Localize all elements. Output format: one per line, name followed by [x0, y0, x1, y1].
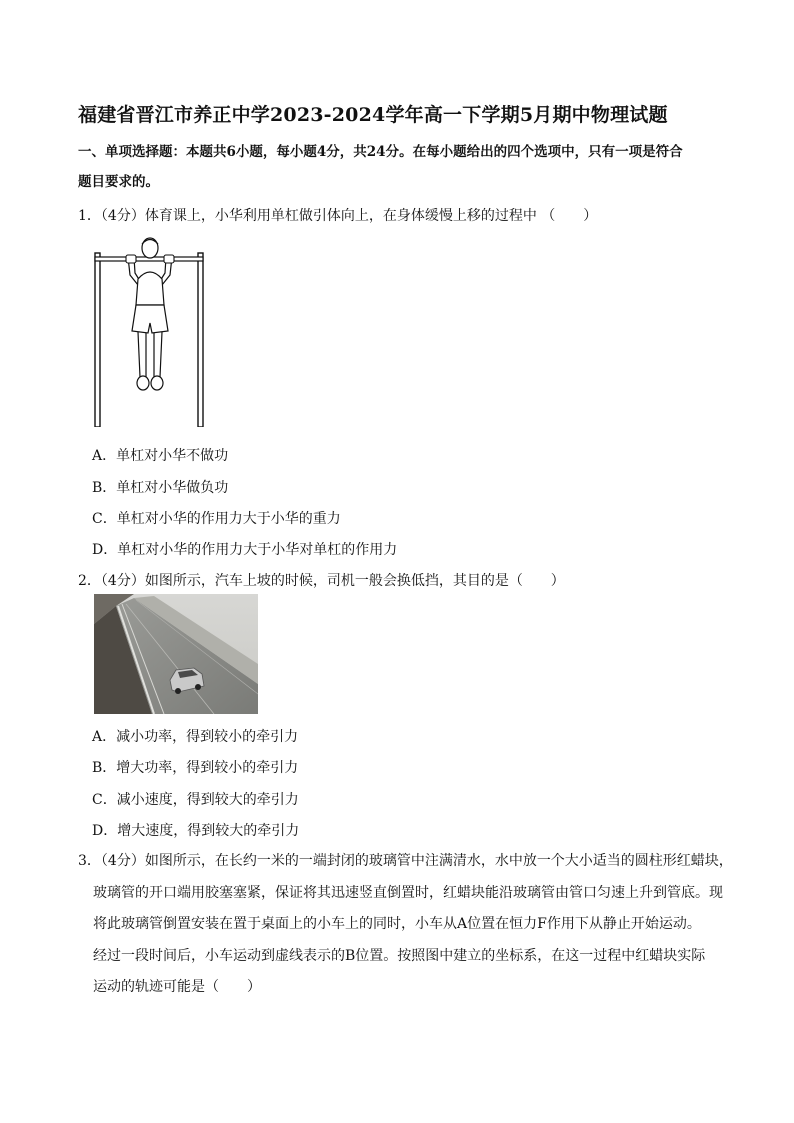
- question-1-option-d: D．单杠对小华的作用力大于小华对单杠的作用力: [92, 542, 398, 558]
- question-3-stem: [78, 846, 733, 1004]
- question-3-line-3: 将此玻璃管倒置安装在置于桌面上的小车上的同时，小车从A位置在恒力F作用下从静止开始运动。: [93, 916, 701, 932]
- section-heading-line-1: 一、单项选择题：本题共6小题，每小题4分，共24分。在每小题给出的四个选项中，只有一项是符合: [78, 144, 683, 160]
- question-2-option-d: D．增大速度，得到较大的牵引力: [92, 823, 300, 839]
- question-1-option-c: C．单杠对小华的作用力大于小华的重力: [92, 511, 341, 527]
- pull-up-figure: [92, 235, 210, 427]
- question-3-line-5: 运动的轨迹可能是（ ）: [93, 979, 261, 995]
- question-3-line-2: 玻璃管的开口端用胶塞塞紧，保证将其迅速竖直倒置时，红蜡块能沿玻璃管由管口匀速上升到管底。现: [93, 884, 723, 901]
- question-1-option-b: B．单杠对小华做负功: [92, 480, 229, 496]
- section-heading: [78, 137, 728, 197]
- question-2-option-b: B．增大功率，得到较小的牵引力: [92, 760, 299, 776]
- question-3-line-1: 3．（4分）如图所示，在长约一米的一端封闭的玻璃管中注满清水，水中放一个大小适当的圆柱形红蜡块，: [78, 853, 733, 869]
- question-2-option-c: C．减小速度，得到较大的牵引力: [92, 792, 299, 808]
- question-2-stem: 2．（4分）如图所示，汽车上坡的时候，司机一般会换低挡，其目的是（ ）: [78, 573, 565, 589]
- question-1-option-a: A．单杠对小华不做功: [92, 448, 229, 464]
- section-heading-line-2: 题目要求的。: [78, 174, 159, 190]
- page-title: 福建省晋江市养正中学2023-2024学年高一下学期5月期中物理试题: [78, 104, 668, 126]
- car-uphill-photo: [94, 594, 258, 714]
- question-1-stem: 1．（4分）体育课上，小华利用单杠做引体向上，在身体缓慢上移的过程中 （ ）: [78, 208, 598, 224]
- question-2-option-a: A．减小功率，得到较小的牵引力: [92, 729, 299, 745]
- question-3-line-4: 经过一段时间后，小车运动到虚线表示的B位置。按照图中建立的坐标系，在这一过程中红蜡块实际: [93, 947, 706, 964]
